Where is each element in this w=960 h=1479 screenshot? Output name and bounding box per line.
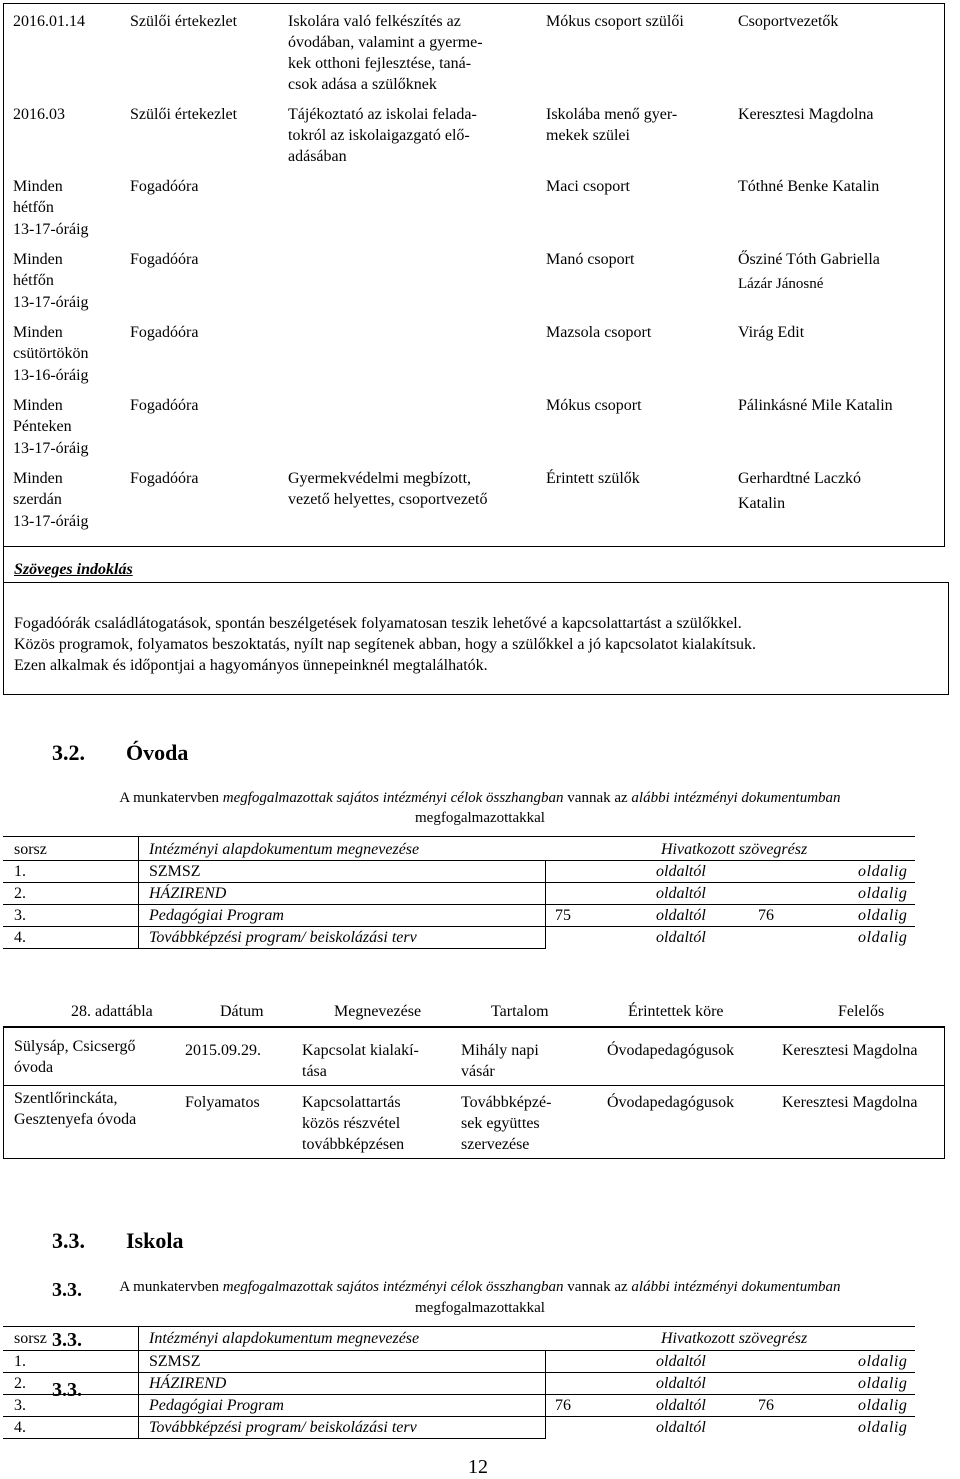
row1-type: Szülői értekezlet [130,106,238,123]
intro-part-c: vannak az [563,1279,632,1295]
section-3-3-intro [0,1277,960,1298]
row0-date: 2016.01.14 [13,13,85,30]
doc2-row3-oldalig: oldalig [858,1397,908,1414]
doc2-row4-oldalig: oldalig [858,1419,908,1436]
doc2-table-col-1 [138,1326,139,1438]
row4-target: Mazsola csoport [546,324,652,341]
row2-date-line1: Minden [13,178,63,195]
row0-target: Mókus csoport szülői [546,13,684,30]
row6-type: Fogadóóra [130,470,199,487]
doc2-row4-num: 4. [14,1419,26,1436]
doc2-row4-oldaltol: oldaltól [656,1419,706,1436]
doc-head-ref: Hivatkozott szövegrész [661,841,808,858]
row3-date-line2: hétfőn [13,272,54,289]
table28-r1-place-line2: óvoda [14,1059,54,1076]
doc-row2-oldaltol: oldaltól [656,885,706,902]
row1-topic-line2: tokról az iskolaigazgató elő- [288,127,470,144]
doc-row1-oldaltol: oldaltól [656,863,706,880]
row3-target: Manó csoport [546,251,635,268]
table28-r2-responsible: Keresztesi Magdolna [782,1094,918,1111]
row0-topic-line2: óvodában, valamint a gyerme- [288,34,483,51]
doc2-row1-oldalig: oldalig [858,1353,908,1370]
doc2-table-rule-1 [3,1350,915,1351]
doc2-row3-oldaltol: oldaltól [656,1397,706,1414]
row3-type: Fogadóóra [130,251,199,268]
doc-head-sorsz: sorsz [14,841,47,858]
row3-responsible-line2: Lázár Jánosné [738,276,824,292]
doc2-row3-num: 3. [14,1397,26,1414]
doc-table-rule-4 [3,926,915,927]
doc2-table-top [3,1326,915,1327]
table28-r2-name-line2: közös részvétel [302,1115,401,1132]
table28-r2-place-line2: Gesztenyefa óvoda [14,1111,137,1128]
justification-paragraph-1: Fogadóórák családlátogatások, spontán beszélgetések folyamatosan teszik lehetővé a kapcsolattartást a szülőkkel. [14,615,742,632]
row1-date: 2016.03 [13,106,65,123]
doc2-head-name: Intézményi alapdokumentum megnevezése [149,1330,420,1347]
doc-row2-num: 2. [14,885,26,902]
row6-date-line2: szerdán [13,491,62,508]
section-3-2-number: 3.2. [52,740,85,765]
table28-r2-place-line1: Szentlőrinckáta, [14,1090,118,1107]
doc-row3-from: 75 [555,907,571,924]
justification-border-right [948,582,949,694]
justification-border-bottom [3,694,949,695]
doc-table-col-1 [138,836,139,948]
table28-head-audience: Érintettek köre [628,1003,724,1020]
row4-date-line2: csütörtökön [13,345,89,362]
row5-date-line1: Minden [13,397,63,414]
table28-top [3,1026,945,1028]
doc-table-bottom [3,948,546,949]
section-3-2-title: Óvoda [126,740,189,765]
table28-caption: 28. adattábla [71,1003,153,1020]
row6-target: Érintett szülők [546,470,640,487]
row1-responsible: Keresztesi Magdolna [738,106,874,123]
row5-target: Mókus csoport [546,397,642,414]
doc-row3-num: 3. [14,907,26,924]
row0-topic-line3: kek otthoni fejlesztése, taná- [288,55,472,72]
doc2-row3-to: 76 [758,1397,774,1414]
table28-r2-date: Folyamatos [185,1094,260,1111]
doc-row3-name: Pedagógiai Program [149,907,284,924]
table28-r1-place-line1: Sülysáp, Csicsergő [14,1038,136,1055]
table28-row-divider [3,1085,945,1086]
doc2-row2-name: HÁZIREND [149,1375,227,1392]
table28-r2-content-line1: Továbbképzé- [461,1094,552,1111]
doc2-row4-name: Továbbképzési program/ beiskolázási terv [149,1419,417,1436]
row4-date-line1: Minden [13,324,63,341]
table28-bottom [3,1158,945,1159]
section-3-2-intro [0,788,960,809]
row5-date-line2: Pénteken [13,418,72,435]
row4-type: Fogadóóra [130,324,199,341]
row1-target-line1: Iskolába menő gyer- [546,106,678,123]
ghost-heading-1: 3.3. [52,1279,82,1301]
intro-part-b: megfogalmazottak sajátos intézményi célok összhangban [222,1279,564,1295]
table28-r1-responsible: Keresztesi Magdolna [782,1042,918,1059]
row2-responsible: Tóthné Benke Katalin [738,178,880,195]
table28-r2-name-line1: Kapcsolattartás [302,1094,401,1111]
table28-left [3,1026,4,1158]
page-number: 12 [468,1456,488,1478]
doc2-row2-oldaltol: oldaltól [656,1375,706,1392]
doc2-row2-num: 2. [14,1375,26,1392]
section-3-2-intro-line2: megfogalmazottakkal [415,810,545,826]
doc-row4-oldaltol: oldaltól [656,929,706,946]
doc-row2-oldalig: oldalig [858,885,908,902]
row5-date-line3: 13-17-óráig [13,440,89,457]
doc-table-rule-2 [3,882,915,883]
table28-r1-audience: Óvodapedagógusok [607,1042,735,1059]
doc2-table-bottom [3,1438,546,1439]
row2-target: Maci csoport [546,178,630,195]
table28-head-date: Dátum [220,1003,264,1020]
doc-head-name: Intézményi alapdokumentum megnevezése [149,841,420,858]
doc2-table-rule-2 [3,1372,915,1373]
section-3-3-title: Iskola [126,1228,184,1253]
row4-responsible: Virág Edit [738,324,805,341]
doc2-table-rule-3 [3,1394,915,1395]
row6-topic-line1: Gyermekvédelmi megbízott, [288,470,472,487]
section-3-3-number: 3.3. [52,1228,85,1253]
table28-r1-date: 2015.09.29. [185,1042,261,1059]
table28-r2-audience: Óvodapedagógusok [607,1094,735,1111]
intro-part-a: A munkatervben [119,1279,223,1295]
intro-part-d: alábbi intézményi dokumentumban [631,790,841,806]
row1-topic-line3: adásában [288,148,347,165]
section-3-3-intro-line2: megfogalmazottakkal [415,1300,545,1316]
doc2-table-rule-4 [3,1416,915,1417]
doc-row4-name: Továbbképzési program/ beiskolázási terv [149,929,417,946]
ghost-heading-3: 3.3. [52,1379,82,1401]
doc2-row1-name: SZMSZ [149,1353,201,1370]
table28-r1-name-line2: tása [302,1063,327,1080]
row6-topic-line2: vezető helyettes, csoportvezető [288,491,488,508]
table-border-right [944,3,945,546]
justification-paragraph-3: Ezen alkalmak és időpontjai a hagyományos ünnepeinknél megtalálhatók. [14,657,488,674]
table-border-bottom [3,546,945,547]
doc-row4-num: 4. [14,929,26,946]
row0-responsible: Csoportvezetők [738,13,839,30]
doc-table-rule-1 [3,860,915,861]
doc2-head-ref: Hivatkozott szövegrész [661,1330,808,1347]
doc-row4-oldalig: oldalig [858,929,908,946]
doc-row1-num: 1. [14,863,26,880]
doc-row3-to: 76 [758,907,774,924]
doc-row3-oldalig: oldalig [858,907,908,924]
doc2-row1-oldaltol: oldaltól [656,1353,706,1370]
table-border-left [3,3,4,694]
row6-responsible-line2: Katalin [738,495,786,512]
row0-topic-line4: csok adása a szülőknek [288,76,437,93]
row2-date-line3: 13-17-óráig [13,221,89,238]
intro-part-a: A munkatervben [119,790,223,806]
doc2-table-col-2 [545,1350,546,1438]
intro-part-c: vannak az [563,790,632,806]
row2-date-line2: hétfőn [13,199,54,216]
table28-head-name: Megnevezése [334,1003,422,1020]
row6-responsible-line1: Gerhardtné Laczkó [738,470,862,487]
row1-target-line2: mekek szülei [546,127,630,144]
row4-date-line3: 13-16-óráig [13,367,89,384]
row5-responsible: Pálinkásné Mile Katalin [738,397,893,414]
justification-divider [3,582,949,583]
doc-row1-name: SZMSZ [149,863,201,880]
doc-table-col-2 [545,860,546,948]
table-border-top [3,3,944,4]
justification-heading: Szöveges indoklás [14,561,133,578]
row0-topic-line1: Iskolára való felkészítés az [288,13,461,30]
intro-part-b: megfogalmazottak sajátos intézményi célok összhangban [222,790,564,806]
doc-row2-name: HÁZIREND [149,885,227,902]
table28-right [944,1026,945,1158]
row3-date-line1: Minden [13,251,63,268]
ghost-heading-2: 3.3. [52,1329,82,1351]
row2-type: Fogadóóra [130,178,199,195]
doc-row1-oldalig: oldalig [858,863,908,880]
doc2-row3-name: Pedagógiai Program [149,1397,284,1414]
table28-r2-name-line3: továbbképzésen [302,1136,405,1153]
intro-part-d: alábbi intézményi dokumentumban [631,1279,841,1295]
doc-row3-oldaltol: oldaltól [656,907,706,924]
row1-topic-line1: Tájékoztató az iskolai felada- [288,106,477,123]
doc2-row2-oldalig: oldalig [858,1375,908,1392]
table28-r2-content-line3: szervezése [461,1136,530,1153]
doc2-row3-from: 76 [555,1397,571,1414]
row0-type: Szülői értekezlet [130,13,238,30]
table28-head-responsible: Felelős [838,1003,885,1020]
doc2-head-sorsz: sorsz [14,1330,47,1347]
row5-type: Fogadóóra [130,397,199,414]
table28-head-content: Tartalom [491,1003,549,1020]
doc2-row1-num: 1. [14,1353,26,1370]
table28-r1-content-line2: vásár [461,1063,495,1080]
row3-date-line3: 13-17-óráig [13,294,89,311]
doc-table-top [3,836,915,837]
justification-paragraph-2: Közös programok, folyamatos beszoktatás, nyílt nap segítenek abban, hogy a szülőkkel a jó kapcsolatot kialakítsuk. [14,636,757,653]
doc-table-rule-3 [3,904,915,905]
table28-r1-content-line1: Mihály napi [461,1042,539,1059]
row6-date-line3: 13-17-óráig [13,513,89,530]
table28-r2-content-line2: sek együttes [461,1115,540,1132]
table28-r1-name-line1: Kapcsolat kialakí- [302,1042,419,1059]
row3-responsible-line1: Ősziné Tóth Gabriella [738,251,880,268]
row6-date-line1: Minden [13,470,63,487]
